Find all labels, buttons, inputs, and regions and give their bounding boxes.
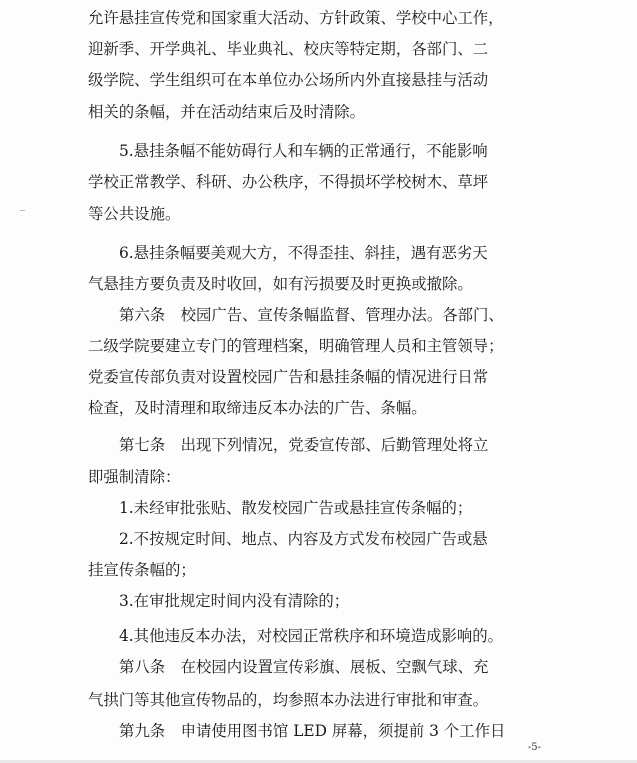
text-line: 即强制清除： — [88, 468, 181, 486]
text-line: 气悬挂方要负责及时收回，如有污损要及时更换或撤除。 — [88, 275, 473, 293]
list-item: 3.在审批规定时间内没有清除的； — [119, 592, 350, 610]
margin-mark — [20, 210, 25, 211]
text-line: 6.悬挂条幅要美观大方，不得歪挂、斜挂，遇有恶劣天 — [119, 244, 488, 262]
text-line: 挂宣传条幅的； — [88, 561, 196, 579]
list-item: 1.未经审批张贴、散发校园广告或悬挂宣传条幅的； — [119, 499, 473, 517]
article-heading-line: 第八条 在校园内设置宣传彩旗、展板、空飘气球、充 — [119, 658, 489, 676]
text-line: 二级学院要建立专门的管理档案，明确管理人员和主管领导； — [88, 337, 504, 355]
text-line: 迎新季、开学典礼、毕业典礼、校庆等特定期，各部门、二 — [88, 40, 489, 58]
text-line: 5.悬挂条幅不能妨碍行人和车辆的正常通行，不能影响 — [119, 142, 488, 160]
text-line: 学校正常教学、科研、办公秩序，不得损坏学校树木、草坪 — [88, 173, 489, 191]
text-line: 级学院、学生组织可在本单位办公场所内外直接悬挂与活动 — [88, 71, 489, 89]
text-line: 检查，及时清理和取缔违反本办法的广告、条幅。 — [88, 399, 427, 417]
page-number: -5- — [527, 742, 541, 753]
text-line: 等公共设施。 — [88, 205, 181, 223]
list-item: 2.不按规定时间、地点、内容及方式发布校园广告或悬 — [119, 530, 488, 548]
text-line: 相关的条幅，并在活动结束后及时清除。 — [88, 103, 366, 121]
text-line: 党委宣传部负责对设置校园广告和悬挂条幅的情况进行日常 — [88, 368, 489, 386]
article-heading-line: 第七条 出现下列情况，党委宣传部、后勤管理处将立 — [119, 436, 489, 454]
article-heading-line: 第六条 校园广告、宣传条幅监督、管理办法。各部门、 — [119, 306, 504, 324]
article-heading-line: 第九条 申请使用图书馆 LED 屏幕，须提前 3 个工作日 — [119, 722, 506, 740]
list-item: 4.其他违反本办法，对校园正常秩序和环境造成影响的。 — [119, 627, 504, 645]
text-line: 气拱门等其他宣传物品的，均参照本办法进行审批和审查。 — [88, 691, 489, 709]
text-line: 允许悬挂宣传党和国家重大活动、方针政策、学校中心工作， — [88, 9, 504, 27]
